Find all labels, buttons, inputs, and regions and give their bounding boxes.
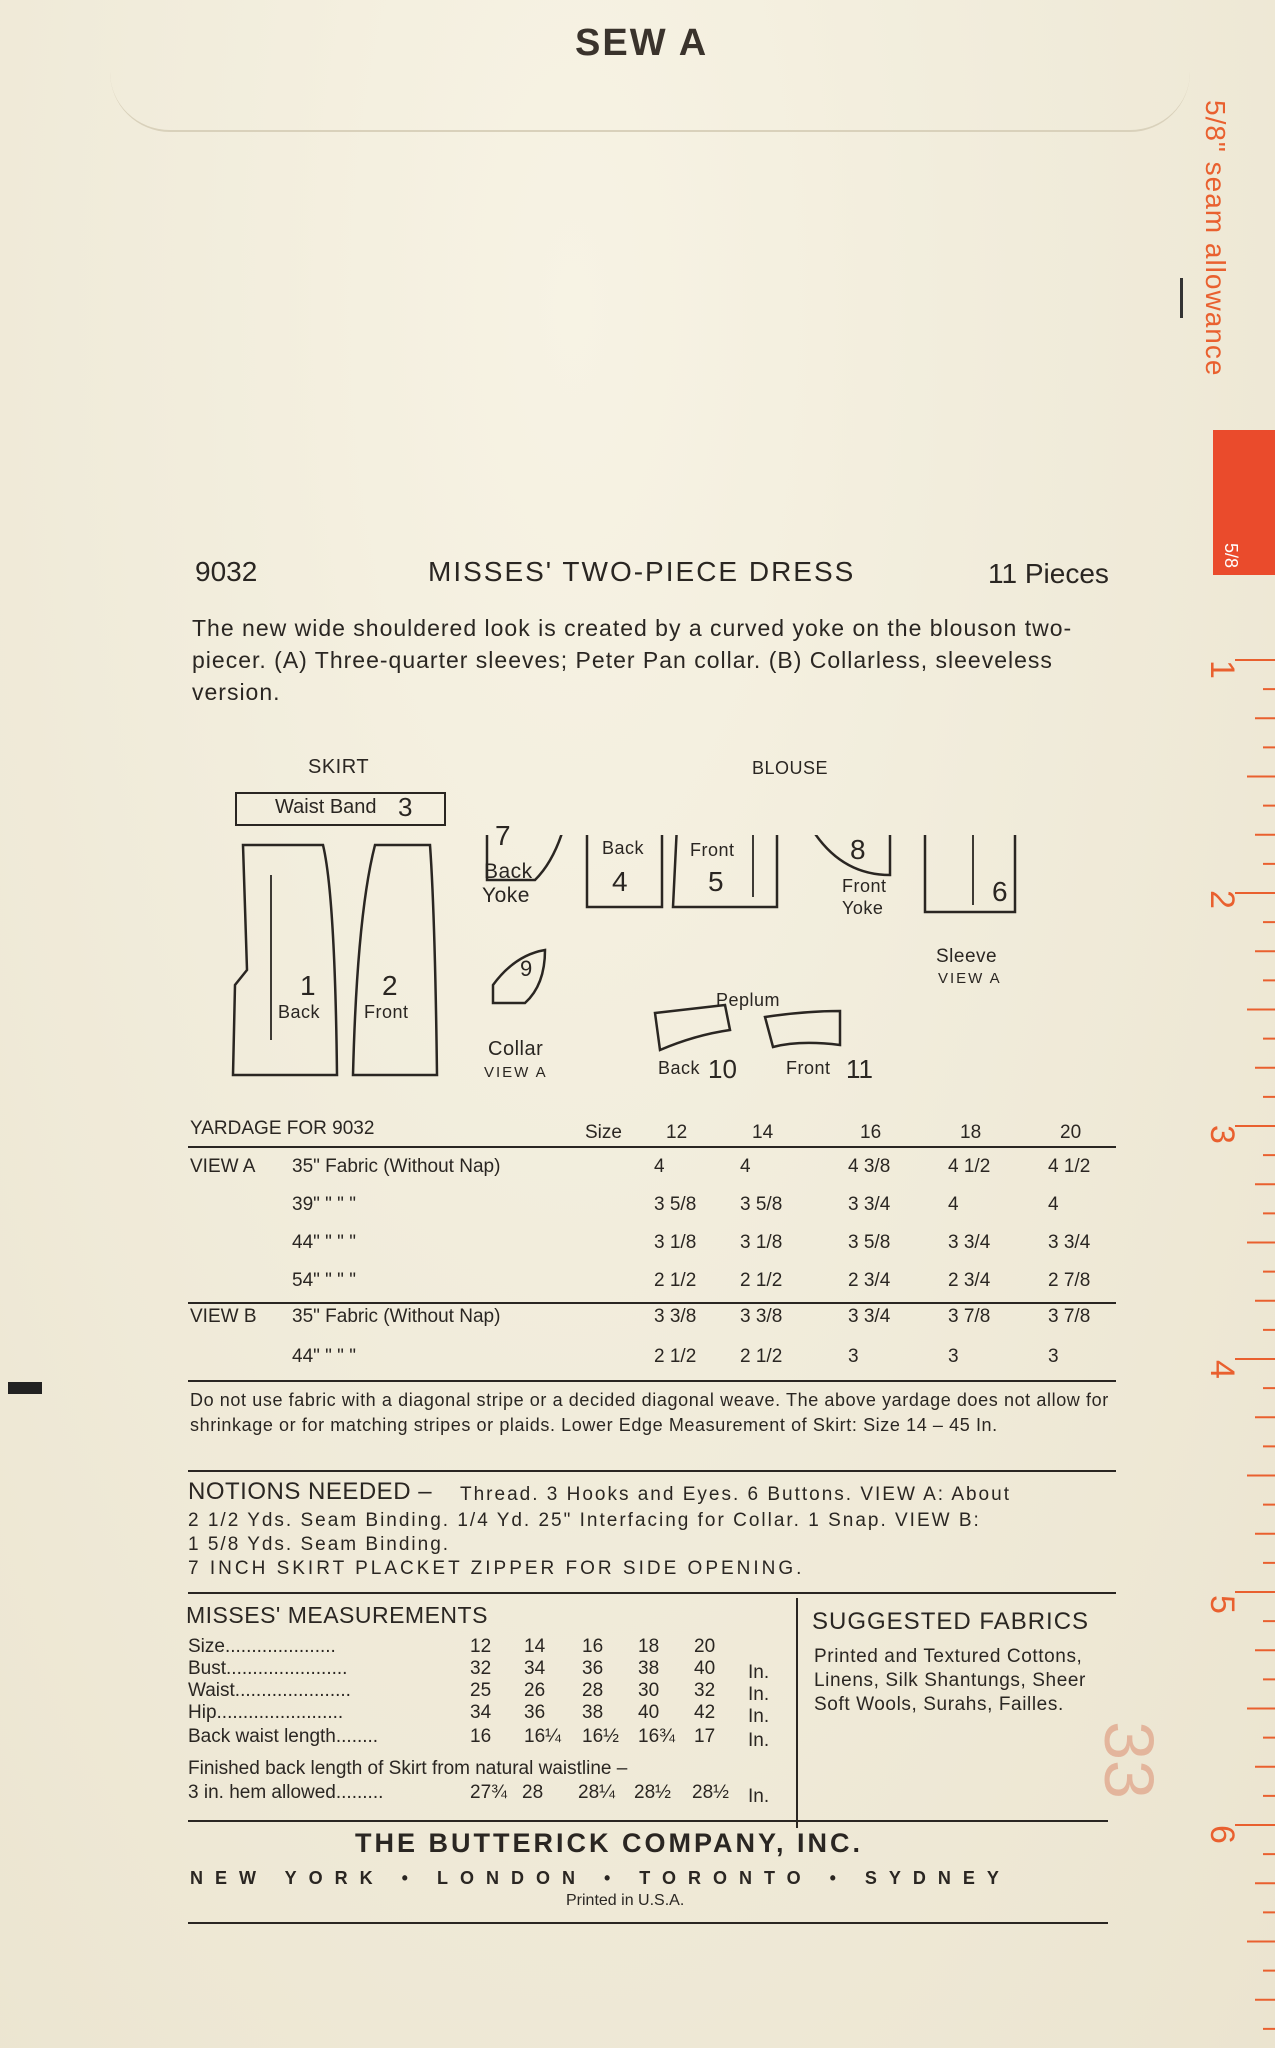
measurement-label: Hip........................ [188, 1702, 344, 1723]
peplum-label: Peplum [716, 990, 781, 1010]
yardage-value: 2 3/4 [848, 1270, 891, 1291]
notions-line1: Thread. 3 Hooks and Eyes. 6 Buttons. VIEW A: About [460, 1484, 1011, 1505]
diagram-shapes [225, 835, 1145, 1095]
measurement-value: 17 [694, 1726, 716, 1747]
notions-rule [188, 1592, 1116, 1594]
piece-count: 11 Pieces [988, 558, 1109, 589]
tick-mark [1180, 278, 1183, 318]
stamp-number: 33 [1089, 1721, 1168, 1799]
measurement-label: Size..................... [188, 1636, 336, 1657]
piece-5-num: 5 [708, 866, 724, 897]
finished-length-value: 27¾ [470, 1782, 507, 1803]
measurement-unit: In. [748, 1706, 770, 1727]
yardage-size-20: 20 [1060, 1122, 1082, 1143]
piece-skirt-back [233, 845, 337, 1075]
yardage-fabric: 44" " " " [292, 1232, 356, 1253]
yardage-value: 3 7/8 [948, 1306, 991, 1327]
measurement-value: 40 [694, 1658, 716, 1679]
piece-6-label: Sleeve [936, 946, 998, 967]
measurement-value: 16½ [582, 1726, 619, 1747]
piece-7-num: 7 [495, 820, 511, 851]
yardage-value: 3 [1048, 1346, 1059, 1367]
ruler-label: 5/8" seam allowance [1200, 100, 1231, 377]
yardage-value: 2 1/2 [740, 1270, 783, 1291]
measurement-value: 16¼ [524, 1726, 561, 1747]
ruler-mark-1: 1 [1202, 660, 1241, 679]
yardage-value: 3 3/4 [848, 1194, 891, 1215]
fabrics-line2: Linens, Silk Shantungs, Sheer [814, 1670, 1086, 1691]
note-rule [188, 1470, 1116, 1472]
yardage-size-18: 18 [960, 1122, 982, 1143]
measurement-value: 36 [524, 1702, 546, 1723]
footer-rule-bottom [188, 1922, 1108, 1924]
finished-length-value: 28¼ [578, 1782, 615, 1803]
piece-8-label2: Yoke [842, 898, 884, 918]
fabrics-line3: Soft Wools, Surahs, Failles. [814, 1694, 1064, 1715]
finished-length-label: 3 in. hem allowed......... [188, 1782, 384, 1803]
yardage-value: 2 1/2 [740, 1346, 783, 1367]
measurement-label: Waist...................... [188, 1680, 351, 1701]
yardage-value: 3 5/8 [740, 1194, 783, 1215]
finished-length-value: 28½ [692, 1782, 729, 1803]
piece-1-label: Back [278, 1002, 321, 1022]
yardage-size-14: 14 [752, 1122, 774, 1143]
yardage-fabric: 35" Fabric (Without Nap) [292, 1156, 501, 1177]
yardage-note: Do not use fabric with a diagonal stripe or a decided diagonal weave. The above yardage does not allow for shrinkage or for matching stripes or plaids. Lower Edge Measurement of Skirt: Size 14 – 45 In. [190, 1390, 1109, 1435]
yardage-size-12: 12 [666, 1122, 688, 1143]
yardage-rule-bottom [188, 1380, 1116, 1382]
printed-in: Printed in U.S.A. [566, 1892, 685, 1909]
yardage-value: 3 5/8 [848, 1232, 891, 1253]
measurement-unit: In. [748, 1662, 770, 1683]
pattern-description: The new wide shouldered look is created by a curved yoke on the blouson two-piecer. (A) Three-quarter sleeves; Peter Pan collar. (B) Collarless, sleeveless version. [192, 615, 1073, 705]
measurement-unit: In. [748, 1730, 770, 1751]
company-cities: NEW YORK • LONDON • TORONTO • SYDNEY [190, 1868, 1011, 1888]
measurement-value: 40 [638, 1702, 660, 1723]
finished-length-unit: In. [748, 1786, 770, 1807]
finished-length-value: 28½ [634, 1782, 671, 1803]
yardage-fabric: 54" " " " [292, 1270, 356, 1291]
yardage-value: 4 [1048, 1194, 1059, 1215]
blouse-heading: BLOUSE [752, 758, 829, 778]
yardage-value: 2 7/8 [1048, 1270, 1091, 1291]
measurement-value: 12 [470, 1636, 492, 1657]
measurement-value: 38 [638, 1658, 660, 1679]
measurement-value: 16¾ [638, 1726, 675, 1747]
notions-line3: 1 5/8 Yds. Seam Binding. [188, 1534, 451, 1555]
yardage-value: 4 [654, 1156, 665, 1177]
yardage-value: 3 [848, 1346, 859, 1367]
yardage-value: 3 [948, 1346, 959, 1367]
yardage-fabric: 44" " " " [292, 1346, 356, 1367]
piece-7-label2: Yoke [482, 884, 530, 907]
yardage-value: 3 3/8 [740, 1306, 783, 1327]
yardage-value: 4 1/2 [948, 1156, 991, 1177]
piece-8-num: 8 [850, 834, 866, 865]
piece-2-num: 2 [382, 970, 398, 1001]
measurement-value: 34 [470, 1702, 492, 1723]
piece-5-label: Front [690, 840, 735, 860]
notions-heading: NOTIONS NEEDED – [188, 1478, 433, 1505]
yardage-rule-top [188, 1146, 1116, 1148]
yardage-view: VIEW A [190, 1156, 256, 1177]
piece-8-label1: Front [842, 876, 887, 896]
ruler-mark-5: 5 [1202, 1595, 1241, 1614]
measurement-value: 28 [582, 1680, 604, 1701]
piece-6-num: 6 [992, 876, 1008, 907]
top-partial-text: SEW A [575, 22, 709, 64]
measurement-unit: In. [748, 1684, 770, 1705]
piece-peplum-front [765, 1011, 840, 1047]
measurement-label: Bust....................... [188, 1658, 348, 1679]
ruler-mark-2: 2 [1202, 890, 1241, 909]
finished-length-value: 28 [522, 1782, 544, 1803]
piece-collar [493, 950, 545, 1003]
piece-11-label: Front [786, 1058, 831, 1078]
finished-length-line1: Finished back length of Skirt from natural waistline – [188, 1758, 628, 1779]
piece-7-label1: Back [484, 860, 533, 883]
measurement-value: 25 [470, 1680, 492, 1701]
ruler-block-fraction: 5/8 [1221, 542, 1242, 569]
waist-band-num: 3 [398, 792, 413, 822]
company-name: THE BUTTERICK COMPANY, INC. [355, 1828, 864, 1858]
yardage-view: VIEW B [190, 1306, 257, 1327]
pattern-number: 9032 [195, 556, 258, 587]
measurement-value: 42 [694, 1702, 716, 1723]
measurement-label: Back waist length........ [188, 1726, 379, 1747]
yardage-value: 4 1/2 [1048, 1156, 1091, 1177]
ruler-mark-6: 6 [1202, 1825, 1241, 1844]
measurement-value: 20 [694, 1636, 716, 1657]
yardage-value: 3 7/8 [1048, 1306, 1091, 1327]
yardage-value: 3 3/8 [654, 1306, 697, 1327]
piece-10-label: Back [658, 1058, 701, 1078]
measurement-value: 30 [638, 1680, 660, 1701]
yardage-heading: YARDAGE FOR 9032 [190, 1118, 375, 1139]
fabrics-line1: Printed and Textured Cottons, [814, 1646, 1083, 1667]
piece-9-num: 9 [520, 956, 533, 981]
ruler-mark-4: 4 [1202, 1360, 1241, 1379]
measurement-value: 26 [524, 1680, 546, 1701]
measurement-value: 38 [582, 1702, 604, 1723]
piece-front-yoke [805, 835, 890, 875]
yardage-value: 3 1/8 [654, 1232, 697, 1253]
footer-rule-top [188, 1820, 1108, 1822]
yardage-value: 3 3/4 [1048, 1232, 1091, 1253]
side-mark [8, 1382, 42, 1394]
pattern-title: MISSES' TWO-PIECE DRESS [428, 556, 856, 587]
yardage-value: 3 5/8 [654, 1194, 697, 1215]
yardage-value: 4 [740, 1156, 751, 1177]
measurements-heading: MISSES' MEASUREMENTS [186, 1602, 488, 1628]
measurement-value: 16 [582, 1636, 604, 1657]
ruler-mark-3: 3 [1202, 1125, 1241, 1144]
fabrics-divider [796, 1598, 798, 1828]
piece-4-label: Back [602, 838, 645, 858]
piece-9-label: Collar [488, 1038, 544, 1060]
measurement-value: 18 [638, 1636, 660, 1657]
yardage-fabric: 35" Fabric (Without Nap) [292, 1306, 501, 1327]
skirt-heading: SKIRT [308, 756, 370, 778]
yardage-value: 4 [948, 1194, 959, 1215]
fabrics-heading: SUGGESTED FABRICS [812, 1608, 1090, 1635]
measurement-value: 34 [524, 1658, 546, 1679]
yardage-value: 2 1/2 [654, 1346, 697, 1367]
waist-band-label: Waist Band [275, 796, 377, 818]
piece-6-view: VIEW A [938, 970, 1002, 987]
piece-1-num: 1 [300, 970, 316, 1001]
measurement-value: 16 [470, 1726, 492, 1747]
yardage-value: 3 1/8 [740, 1232, 783, 1253]
piece-4-num: 4 [612, 866, 628, 897]
piece-10-num: 10 [708, 1054, 737, 1084]
yardage-size-16: 16 [860, 1122, 882, 1143]
yardage-size-label: Size [585, 1122, 622, 1143]
piece-11-num: 11 [846, 1054, 873, 1084]
yardage-value: 4 3/8 [848, 1156, 891, 1177]
measurement-value: 32 [470, 1658, 492, 1679]
yardage-value: 2 1/2 [654, 1270, 697, 1291]
envelope-flap [110, 0, 1190, 132]
yardage-rule-mid [188, 1302, 1116, 1304]
notions-line4: 7 INCH SKIRT PLACKET ZIPPER FOR SIDE OPENING. [188, 1558, 805, 1579]
yardage-fabric: 39" " " " [292, 1194, 356, 1215]
piece-peplum-back [655, 1005, 730, 1050]
piece-9-view: VIEW A [484, 1064, 548, 1081]
yardage-value: 3 3/4 [948, 1232, 991, 1253]
yardage-value: 2 3/4 [948, 1270, 991, 1291]
notions-line2: 2 1/2 Yds. Seam Binding. 1/4 Yd. 25" Interfacing for Collar. 1 Snap. VIEW B: [188, 1510, 981, 1531]
measurement-value: 36 [582, 1658, 604, 1679]
measurement-value: 14 [524, 1636, 546, 1657]
measurement-value: 32 [694, 1680, 716, 1701]
piece-2-label: Front [364, 1002, 409, 1022]
piece-skirt-front [353, 845, 437, 1075]
yardage-value: 3 3/4 [848, 1306, 891, 1327]
